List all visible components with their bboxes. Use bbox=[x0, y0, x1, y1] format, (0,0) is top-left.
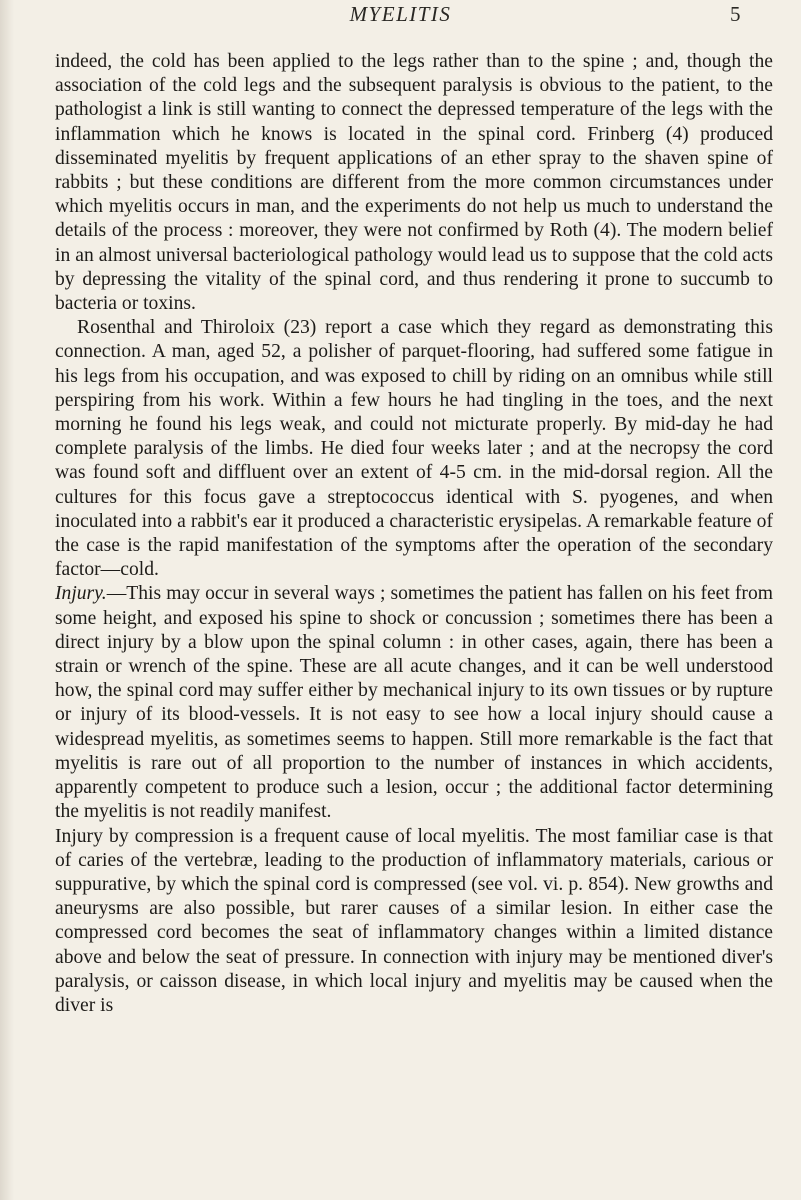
paragraph: Rosenthal and Thiroloix (23) report a case which they regard as demonstrating this connection. A man, aged 52, a polisher of parquet-flooring, had suffered some fatigue in his legs from his occupation, and was exposed to chill by riding on an omnibus while still perspiring from his work. Within a few hours he had tingling in the toes, and the next morning he found his legs weak, and could not micturate properly. By mid-day he had complete paralysis of the limbs. He died four weeks later ; and at the necropsy the cord was found soft and diffluent over an extent of 4-5 cm. in the mid-dorsal region. All the cultures for this focus gave a streptococcus identical with S. pyogenes, and when inoculated into a rabbit's ear it produced a characteristic erysipelas. A remarkable feature of the case is the rapid manifestation of the symptoms after the operation of the secondary factor—cold. bbox=[55, 317, 773, 581]
body-text bbox=[55, 50, 773, 1018]
page-gutter-shadow bbox=[0, 0, 14, 1200]
page-number: 5 bbox=[730, 2, 741, 26]
paragraph: indeed, the cold has been applied to the legs rather than to the spine ; and, though the association of the cold legs and the subsequent paralysis is obvious to the patient, to the pathologist a link is still wanting to connect the depressed temperature of the legs with the inflammation which he knows is located in the spinal cord. Frinberg (4) produced disseminated myelitis by frequent applications of an ether spray to the shaven spine of rabbits ; but these conditions are different from the more common circumstances under which myelitis occurs in man, and the experiments do not help us much to understand the details of the process : moreover, they were not confirmed by Roth (4). The modern belief in an almost universal bacteriological pathology would lead us to suppose that the cold acts by depressing the vitality of the spinal cord, and thus rendering it prone to succumb to bacteria or toxins. bbox=[55, 51, 773, 315]
paragraph-text: —This may occur in several ways ; sometimes the patient has fallen on his feet from some height, and exposed his spine to shock or concussion ; sometimes there has been a direct injury by a blow upon the spinal column : in other cases, again, there has been a strain or wrench of the spine. These are all acute changes, and it can be well understood how, the spinal cord may suffer either by mechanical injury to its own tissues or by rupture or injury of its blood-vessels. It is not easy to see how a local injury should cause a widespread myelitis, as sometimes seems to happen. Still more remarkable is the fact that myelitis is rare out of all proportion to the number of instances in which accidents, apparently competent to produce such a lesion, occur ; the additional factor determining the myelitis is not readily manifest. bbox=[55, 583, 773, 823]
page-header bbox=[0, 0, 801, 40]
section-heading-injury: Injury. bbox=[55, 583, 107, 605]
paragraph bbox=[55, 582, 773, 824]
paragraph: Injury by compression is a frequent cause of local myelitis. The most familiar case is that of caries of the vertebræ, leading to the production of inflammatory materials, carious or suppurative, by which the spinal cord is compressed (see vol. vi. p. 854). New growths and aneurysms are also possible, but rarer causes of a similar lesion. In either case the compressed cord becomes the seat of inflammatory changes within a limited distance above and below the seat of pressure. In connection with injury may be mentioned diver's paralysis, or caisson disease, in which local injury and myelitis may be caused when the diver is bbox=[55, 825, 773, 1016]
running-title: MYELITIS bbox=[349, 2, 452, 26]
